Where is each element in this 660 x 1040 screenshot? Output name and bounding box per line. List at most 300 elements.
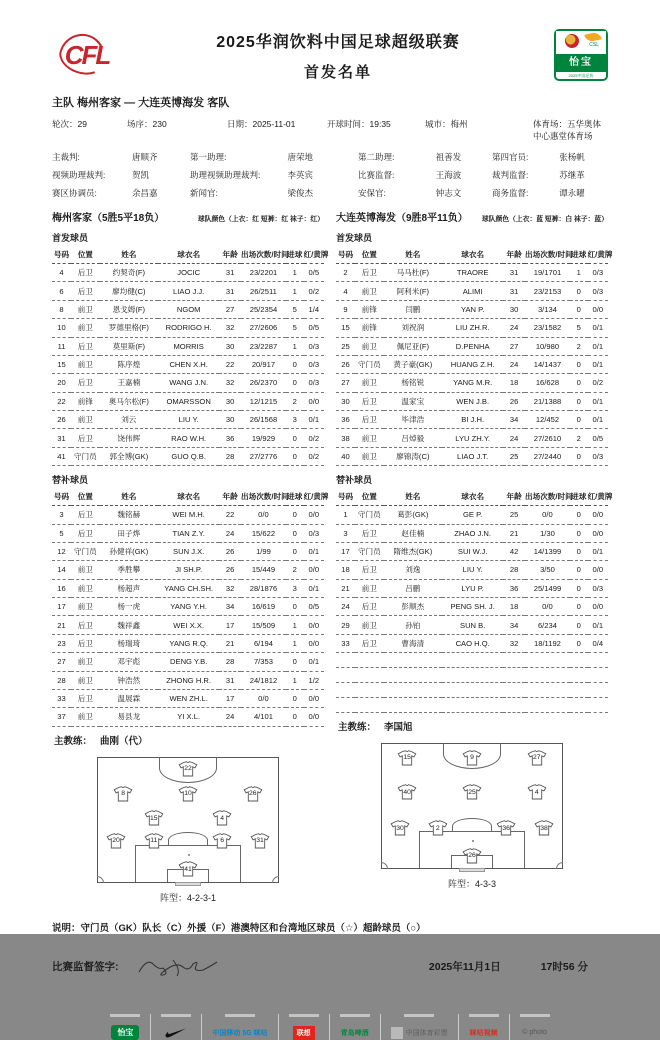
player-cell: 前卫 <box>71 708 100 726</box>
player-cell: 0/1 <box>588 392 608 410</box>
column-header: 球衣名 <box>442 489 503 506</box>
player-cell: 33 <box>52 689 71 707</box>
player-cell: 1 <box>286 671 304 689</box>
player-cell: 31 <box>503 282 525 300</box>
player-cell: JI SH.P. <box>158 561 219 579</box>
player-cell: 30 <box>219 392 241 410</box>
player-cell: LIU ZH.R. <box>442 319 503 337</box>
away-coach-line <box>338 719 608 733</box>
player-row <box>336 374 608 392</box>
official-cell <box>492 169 608 181</box>
player-cell: 8 <box>52 300 71 318</box>
corner-arc <box>556 862 563 869</box>
player-cell <box>525 683 570 698</box>
player-cell: 0/5 <box>304 319 324 337</box>
player-cell: 0 <box>286 524 304 542</box>
player-cell: 25 <box>336 337 355 355</box>
player-cell: 佩尼亚(F) <box>384 337 442 355</box>
shirt-number: 20 <box>112 837 120 845</box>
player-cell: 1 <box>336 506 355 524</box>
coach-label: 主教练： <box>338 722 377 734</box>
player-cell: 9 <box>336 300 355 318</box>
player-cell: 28 <box>503 561 525 579</box>
player-cell: 后卫 <box>71 264 100 282</box>
player-shirt-icon <box>496 820 517 836</box>
player-cell: HUANG Z.H. <box>442 355 503 373</box>
officials-grid <box>52 151 608 199</box>
home-formation-caption: 阵型：4-2-3-1 <box>159 892 216 903</box>
sponsor-strip <box>52 1014 608 1040</box>
player-cell: 25 <box>503 447 525 465</box>
player-cell: OMARSSON <box>158 392 219 410</box>
player-cell: 0 <box>286 355 304 373</box>
player-cell: 6/234 <box>525 616 570 634</box>
column-header: 位置 <box>71 489 100 506</box>
player-cell <box>355 668 384 683</box>
player-row <box>52 708 324 726</box>
player-cell: 24 <box>503 319 525 337</box>
player-cell: 1 <box>286 264 304 282</box>
shirt-number: 40 <box>403 788 411 796</box>
column-header: 姓名 <box>384 247 442 264</box>
player-cell: 27 <box>219 300 241 318</box>
sponsor-caption-bar <box>469 1014 499 1017</box>
player-row <box>336 355 608 373</box>
player-cell: BI J.H. <box>442 411 503 429</box>
player-cell: 后卫 <box>71 429 100 447</box>
player-cell: 28 <box>219 447 241 465</box>
player-cell: 阿利米(F) <box>384 282 442 300</box>
player-cell: 0 <box>570 447 588 465</box>
player-cell: 马马杜(F) <box>384 264 442 282</box>
player-row <box>52 300 324 318</box>
player-cell: 1/2 <box>304 671 324 689</box>
player-cell: 27 <box>52 653 71 671</box>
player-cell: 22 <box>219 355 241 373</box>
player-cell: 后卫 <box>71 616 100 634</box>
lenovo-logo: 联想 <box>293 1026 315 1040</box>
penalty-spot <box>188 854 190 856</box>
player-cell: 0/3 <box>588 282 608 300</box>
player-cell: 31 <box>219 671 241 689</box>
home-subs-table <box>52 489 329 727</box>
player-row <box>336 300 608 318</box>
player-shirt-icon <box>397 750 418 766</box>
player-cell: 10 <box>52 319 71 337</box>
player-row <box>52 355 324 373</box>
player-cell: 前卫 <box>355 374 384 392</box>
sponsor-group-migu <box>458 1014 509 1040</box>
player-cell: 0/3 <box>588 579 608 597</box>
player-cell: 0/1 <box>588 411 608 429</box>
player-cell: 后卫 <box>71 689 100 707</box>
player-cell: 0/1 <box>304 542 324 560</box>
player-shirt-icon <box>178 786 199 802</box>
official-role-label: 赛区协调员: <box>52 188 97 198</box>
player-cell: 黄子豪(GK) <box>384 355 442 373</box>
player-cell: 1/99 <box>241 542 286 560</box>
player-row <box>52 671 324 689</box>
player-cell: 32 <box>503 634 525 652</box>
official-role-label: 裁判监督: <box>492 170 529 180</box>
player-cell: RODRIGO H. <box>158 319 219 337</box>
player-cell: 6 <box>52 282 71 300</box>
player-cell: 23 <box>52 634 71 652</box>
shirt-number: 38 <box>540 824 548 832</box>
player-cell: 0/5 <box>588 429 608 447</box>
player-shirt-icon <box>143 833 164 849</box>
player-cell: 葛彭(GK) <box>384 506 442 524</box>
official-role-label: 主裁判: <box>52 152 80 162</box>
official-cell <box>190 187 358 199</box>
player-cell: 24 <box>503 429 525 447</box>
player-cell: 11 <box>52 337 71 355</box>
player-shirt-icon <box>212 833 233 849</box>
column-header: 红/黄牌 <box>588 489 608 506</box>
player-cell: 28 <box>52 671 71 689</box>
player-cell: 32 <box>219 374 241 392</box>
player-cell: 0/1 <box>588 355 608 373</box>
player-cell: 0/3 <box>304 355 324 373</box>
player-cell: 毕津浩 <box>384 411 442 429</box>
shirt-number: 15 <box>150 814 158 822</box>
coach-label: 主教练： <box>54 735 93 747</box>
player-cell: 0/1 <box>588 616 608 634</box>
player-cell: YANG Y.H. <box>158 598 219 616</box>
player-cell: 28/1876 <box>241 579 286 597</box>
player-cell: 杨超声 <box>100 579 158 597</box>
player-cell: 34 <box>503 411 525 429</box>
official-name: 张杨帆 <box>559 152 585 162</box>
player-cell: 36 <box>503 579 525 597</box>
column-header: 出场次数/时间 <box>525 489 570 506</box>
player-shirt-icon <box>106 833 127 849</box>
official-name: 王海波 <box>435 170 462 180</box>
player-shirt-icon <box>143 810 164 826</box>
player-cell: D.PENHA <box>442 337 503 355</box>
player-cell: 0/0 <box>588 561 608 579</box>
player-cell: GE P. <box>442 506 503 524</box>
player-cell <box>336 683 355 698</box>
penalty-arc <box>452 818 492 831</box>
player-cell: 17 <box>219 689 241 707</box>
header <box>52 22 608 88</box>
player-cell: 后卫 <box>71 282 100 300</box>
player-cell: 0/0 <box>588 300 608 318</box>
player-cell: 18 <box>336 561 355 579</box>
yibao-flame-icon <box>584 31 601 42</box>
player-cell: 0 <box>286 708 304 726</box>
player-cell: 15/509 <box>241 616 286 634</box>
player-cell: 22 <box>52 392 71 410</box>
shirt-number: 41 <box>184 865 192 873</box>
player-cell: 0 <box>570 542 588 560</box>
player-cell: 2 <box>286 561 304 579</box>
column-header: 姓名 <box>100 489 158 506</box>
player-cell: SUN B. <box>442 616 503 634</box>
player-cell: LIU Y. <box>158 411 219 429</box>
official-role-label: 第一助理: <box>190 152 227 162</box>
player-cell: MORRIS <box>158 337 219 355</box>
column-header: 年龄 <box>219 489 241 506</box>
player-shirt-icon <box>462 784 483 800</box>
player-cell: 莫里斯(F) <box>100 337 158 355</box>
player-cell: 0 <box>570 300 588 318</box>
player-cell: 彭顺杰 <box>384 598 442 616</box>
player-cell: 7/353 <box>241 653 286 671</box>
player-cell: 17 <box>219 616 241 634</box>
player-cell: 0 <box>570 634 588 652</box>
penalty-arc <box>168 832 208 845</box>
player-cell: 守门员 <box>71 542 100 560</box>
official-role-label: 第四官员: <box>492 152 529 162</box>
player-cell: 1 <box>570 264 588 282</box>
player-cell: 温家宝 <box>384 392 442 410</box>
player-cell: 31 <box>219 264 241 282</box>
player-cell: 前卫 <box>71 579 100 597</box>
player-cell: 前卫 <box>71 671 100 689</box>
player-row <box>336 561 608 579</box>
sponsor-caption-bar <box>404 1014 434 1017</box>
nike-logo <box>165 1026 187 1040</box>
official-role-label: 助理视频助理裁判: <box>190 170 261 180</box>
player-row <box>52 506 324 524</box>
player-cell: 21 <box>503 524 525 542</box>
player-cell: 易县龙 <box>100 708 158 726</box>
player-cell: 0/2 <box>304 429 324 447</box>
player-cell: 19/929 <box>241 429 286 447</box>
player-row <box>52 524 324 542</box>
player-cell: 前卫 <box>71 319 100 337</box>
player-cell: 刘祝润 <box>384 319 442 337</box>
home-formation-pitch <box>97 757 279 883</box>
player-cell <box>355 683 384 698</box>
player-shirt-icon <box>462 750 483 766</box>
sponsor-caption-bar <box>289 1014 319 1017</box>
player-cell: YANG R.Q. <box>158 634 219 652</box>
player-cell: 24/1812 <box>241 671 286 689</box>
player-cell: 20/917 <box>241 355 286 373</box>
official-cell <box>492 187 608 199</box>
player-cell: LYU ZH.Y. <box>442 429 503 447</box>
player-cell: 后卫 <box>71 337 100 355</box>
player-cell: 吕焯毅 <box>384 429 442 447</box>
player-cell: 0 <box>570 579 588 597</box>
player-row <box>336 506 608 524</box>
column-header: 进球 <box>286 489 304 506</box>
player-cell: 0/0 <box>304 392 324 410</box>
player-cell: 后卫 <box>71 634 100 652</box>
player-cell <box>442 683 503 698</box>
sponsor-group-qingdao <box>329 1014 380 1040</box>
away-formation-pitch <box>381 743 563 869</box>
player-cell: 2 <box>286 392 304 410</box>
player-row <box>336 411 608 429</box>
home-pitch-wrap <box>52 751 324 904</box>
player-cell: 钟浩然 <box>100 671 158 689</box>
shirt-number: 11 <box>150 837 158 845</box>
yibao-sponsor-logo <box>554 29 608 81</box>
legend-note: 说明：守门员（GK）队长（C）外援（F）港澳特区和台湾地区球员（☆）超龄球员（○） <box>52 922 426 934</box>
player-row <box>336 653 608 668</box>
column-header: 位置 <box>355 489 384 506</box>
column-header: 球衣名 <box>158 489 219 506</box>
player-cell: 前锋 <box>355 319 384 337</box>
home-starters-table <box>52 247 329 466</box>
player-row <box>336 598 608 616</box>
column-header: 红/黄牌 <box>304 247 324 264</box>
player-cell: 0 <box>286 653 304 671</box>
player-cell: 0 <box>570 598 588 616</box>
player-cell: 0/4 <box>588 634 608 652</box>
player-cell: 前卫 <box>355 447 384 465</box>
player-cell: 后卫 <box>71 506 100 524</box>
player-cell: 后卫 <box>355 561 384 579</box>
player-cell: YANG CH.SH. <box>158 579 219 597</box>
away-subs-label: 替补球员 <box>336 475 373 486</box>
shirt-number: 4 <box>534 788 539 796</box>
player-row <box>52 579 324 597</box>
home-coach-name: 曲刚（代） <box>100 735 148 747</box>
player-cell: 37 <box>52 708 71 726</box>
player-cell: 0 <box>286 506 304 524</box>
signature-date: 2025年11月1日 <box>428 961 501 974</box>
sponsor-group-lottery <box>380 1014 458 1040</box>
away-starters-label: 首发球员 <box>336 233 373 243</box>
player-row <box>52 689 324 707</box>
player-cell: 前卫 <box>71 355 100 373</box>
player-cell: 5 <box>52 524 71 542</box>
sponsor-group-nike <box>150 1014 201 1040</box>
player-shirt-icon <box>427 820 448 836</box>
player-cell: LIU Y. <box>442 561 503 579</box>
player-cell: 18 <box>503 598 525 616</box>
player-cell: 前卫 <box>355 616 384 634</box>
signature-time: 17时56 分 <box>540 961 588 974</box>
player-cell: TRAORE <box>442 264 503 282</box>
shirt-number: 4 <box>220 814 225 822</box>
player-cell: 30 <box>219 411 241 429</box>
cfl-league-logo: CFL <box>52 40 122 71</box>
player-cell: DENG Y.B. <box>158 653 219 671</box>
player-row <box>336 683 608 698</box>
player-cell: ALIMI <box>442 282 503 300</box>
player-cell: 27/2440 <box>525 447 570 465</box>
player-row <box>52 337 324 355</box>
player-cell: 0 <box>570 411 588 429</box>
player-cell: 0 <box>570 355 588 373</box>
player-cell: 前卫 <box>71 561 100 579</box>
player-cell: 邓宇彪 <box>100 653 158 671</box>
sponsor-group-photo <box>509 1014 560 1040</box>
player-cell: 3 <box>286 579 304 597</box>
player-cell: 郭全博(GK) <box>100 447 158 465</box>
player-cell: 34 <box>503 616 525 634</box>
away-starters-table <box>336 247 613 466</box>
player-cell: 26/1568 <box>241 411 286 429</box>
home-team-column <box>52 199 329 904</box>
official-cell <box>358 151 492 163</box>
city-info: 城市：梅州 <box>425 119 468 129</box>
player-row <box>336 634 608 652</box>
player-cell: 0 <box>570 616 588 634</box>
player-cell: 14/1399 <box>525 542 570 560</box>
player-cell: 0/0 <box>304 506 324 524</box>
shirt-number: 25 <box>468 788 476 796</box>
player-cell: 21/1388 <box>525 392 570 410</box>
player-cell: 16 <box>52 579 71 597</box>
player-cell: 0 <box>286 447 304 465</box>
player-cell <box>336 668 355 683</box>
player-cell: NGOM <box>158 300 219 318</box>
player-cell: 0 <box>286 689 304 707</box>
player-cell: 4/101 <box>241 708 286 726</box>
player-cell: 26 <box>52 411 71 429</box>
player-cell <box>570 698 588 713</box>
player-cell: 前卫 <box>355 429 384 447</box>
column-header: 进球 <box>286 247 304 264</box>
player-cell: 26 <box>219 542 241 560</box>
player-cell: 廖锦涛(C) <box>384 447 442 465</box>
player-cell: 0/1 <box>588 319 608 337</box>
player-cell: 0/0 <box>241 689 286 707</box>
shirt-number: 2 <box>435 824 440 832</box>
away-team-colors: 球队颜色（上衣：蓝 短裤：白 袜子：蓝） <box>481 216 608 223</box>
player-row <box>52 411 324 429</box>
player-cell <box>442 698 503 713</box>
shirt-number: 6 <box>220 837 225 845</box>
official-role-label: 视频助理裁判: <box>52 170 106 180</box>
player-cell: 25/2354 <box>241 300 286 318</box>
corner-arc <box>381 862 388 869</box>
official-cell <box>52 151 190 163</box>
player-shirt-icon <box>250 833 271 849</box>
player-cell: YAN P. <box>442 300 503 318</box>
player-row <box>52 542 324 560</box>
player-cell: 1 <box>286 282 304 300</box>
official-cell <box>190 169 358 181</box>
player-row <box>336 264 608 282</box>
player-cell: 0/3 <box>588 447 608 465</box>
shirt-number: 26 <box>468 852 476 860</box>
player-cell: 0/0 <box>588 524 608 542</box>
official-cell <box>358 187 492 199</box>
player-cell <box>570 668 588 683</box>
player-cell: 0 <box>570 561 588 579</box>
player-cell: 后卫 <box>355 634 384 652</box>
player-cell: WEI M.H. <box>158 506 219 524</box>
player-cell: 24 <box>336 598 355 616</box>
player-cell: 后卫 <box>355 264 384 282</box>
player-cell: 守门员 <box>355 506 384 524</box>
player-cell: WEN ZH.L. <box>158 689 219 707</box>
player-cell: 15/622 <box>241 524 286 542</box>
player-cell: 王嘉楠 <box>100 374 158 392</box>
player-cell: 前卫 <box>71 300 100 318</box>
player-cell: 1 <box>286 337 304 355</box>
player-cell: 刘云 <box>100 411 158 429</box>
player-cell: WANG J.N. <box>158 374 219 392</box>
player-cell <box>525 698 570 713</box>
player-cell <box>525 668 570 683</box>
player-cell: 陈序煌 <box>100 355 158 373</box>
player-cell: 廖均健(C) <box>100 282 158 300</box>
player-cell: 2 <box>570 337 588 355</box>
player-cell <box>336 698 355 713</box>
player-cell: 0/3 <box>304 374 324 392</box>
player-row <box>52 374 324 392</box>
player-cell: 16/628 <box>525 374 570 392</box>
